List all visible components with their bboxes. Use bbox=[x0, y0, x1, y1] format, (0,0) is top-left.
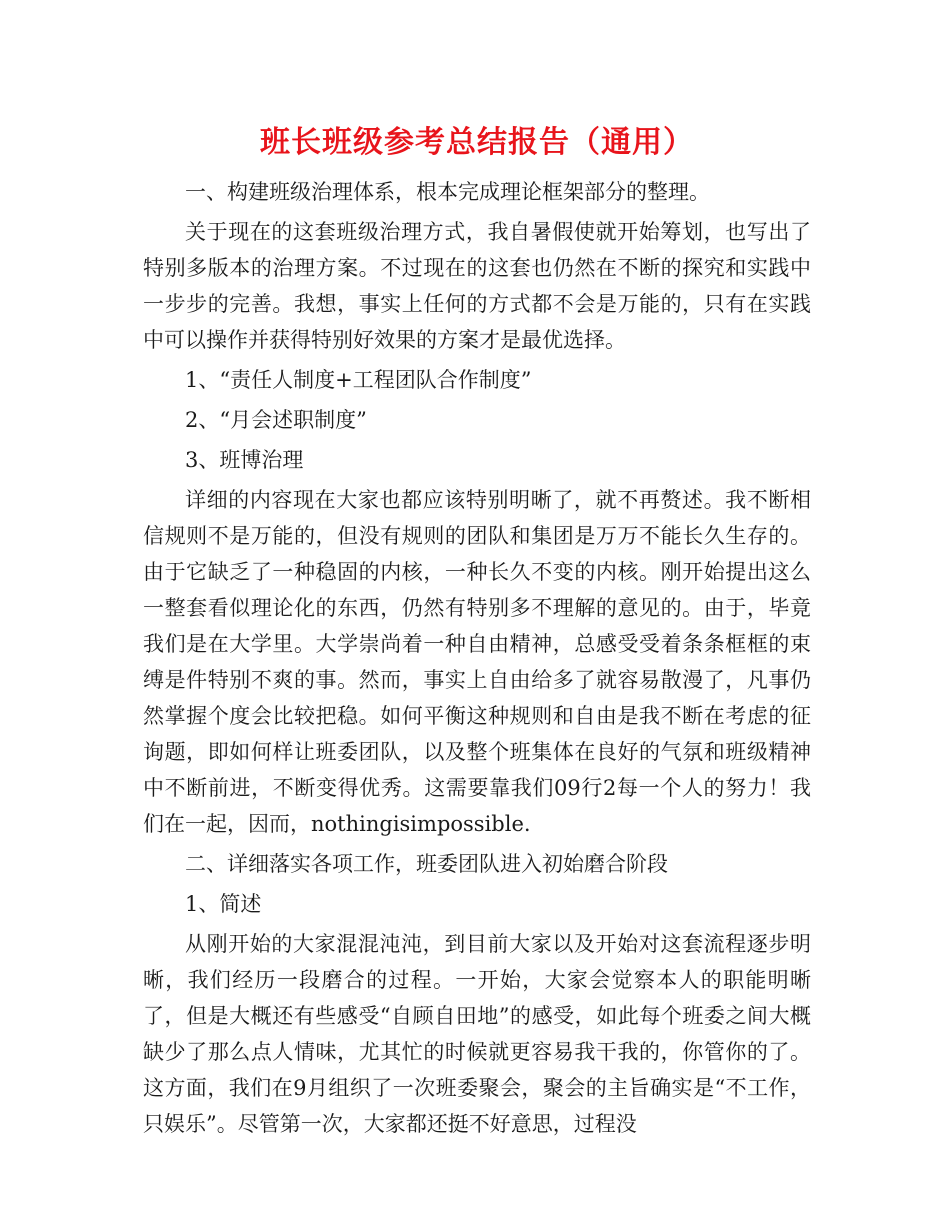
paragraph-3: 从刚开始的大家混混沌沌，到目前大家以及开始对这套流程逐步明晰，我们经历一段磨合的过程。一开始，大家会觉察本人的职能明晰了，但是大概还有些感受“自顾自田地”的感受，如此每个班委之间大概缺少了那么点人情味，尤其忙的时候就更容易我干我的，你管你的了。这方面，我们在9月组织了一次班委聚会，聚会的主旨确实是“不工作，只娱乐”。尽管第一次，大家都还挺不好意思，过程没 bbox=[143, 932, 811, 1136]
paragraph-2: 详细的内容现在大家也都应该特别明晰了，就不再赘述。我不断相信规则不是万能的，但没有规则的团队和集团是万万不能长久生存的。由于它缺乏了一种稳固的内核，一种长久不变的内核。刚开始提出这么一整套看似理论化的东西，仍然有特别多不理解的意见的。由于，毕竟我们是在大学里。大学崇尚着一种自由精神，总感受受着条条框框的束缚是件特别不爽的事。然而，事实上自由给多了就容易散漫了，凡事仍然掌握个度会比较把稳。如何平衡这种规则和自由是我不断在考虑的征询题，即如何样让班委团队，以及整个班集体在良好的气氛和班级精神中不断前进，不断变得优秀。这需要靠我们09行2每一个人的努力！我们在一起，因而，nothingisimpossible. bbox=[143, 488, 811, 836]
document-title: 班长班级参考总结报告（通用） bbox=[260, 125, 694, 160]
paragraph-1: 关于现在的这套班级治理方式，我自暑假使就开始筹划，也写出了特别多版本的治理方案。不过现在的这套也仍然在不断的探究和实践中一步步的完善。我想，事实上任何的方式都不会是万能的，只有在实践中可以操作并获得特别好效果的方案才是最优选择。 bbox=[143, 220, 811, 352]
document-page bbox=[143, 118, 811, 1146]
section-heading-2: 二、详细落实各项工作，班委团队进入初始磨合阶段 bbox=[185, 852, 668, 876]
list-item-1: 1、“责任人制度+工程团队合作制度” bbox=[185, 368, 532, 392]
list-item-3: 3、班博治理 bbox=[185, 448, 304, 472]
subsection-heading-1: 1、简述 bbox=[185, 892, 262, 916]
list-item-2: 2、“月会述职制度” bbox=[185, 408, 367, 432]
section-heading-1: 一、构建班级治理体系，根本完成理论框架部分的整理。 bbox=[185, 180, 710, 204]
